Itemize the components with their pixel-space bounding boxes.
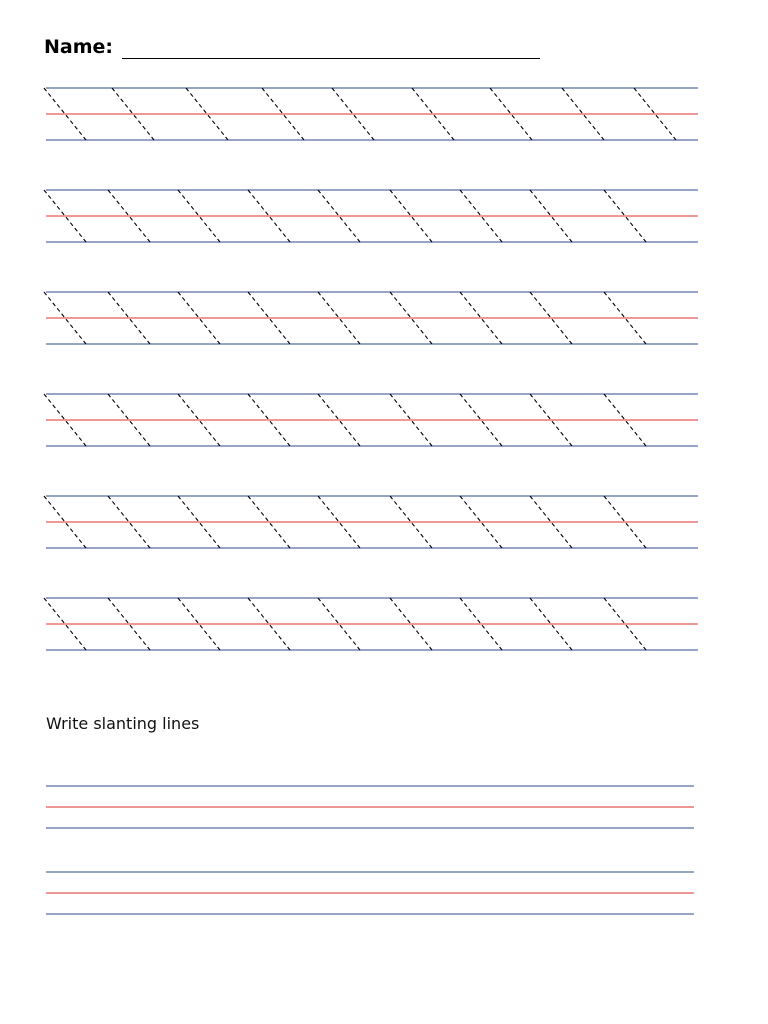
tracing-row <box>44 598 698 650</box>
tracing-row <box>44 496 698 548</box>
tracing-row <box>44 394 698 446</box>
name-label: Name: <box>44 36 114 58</box>
tracing-row <box>44 190 698 242</box>
instruction-text: Write slanting lines <box>46 714 200 733</box>
practice-row <box>46 786 694 828</box>
tracing-row <box>44 88 698 140</box>
tracing-row <box>44 292 698 344</box>
practice-row <box>46 872 694 914</box>
